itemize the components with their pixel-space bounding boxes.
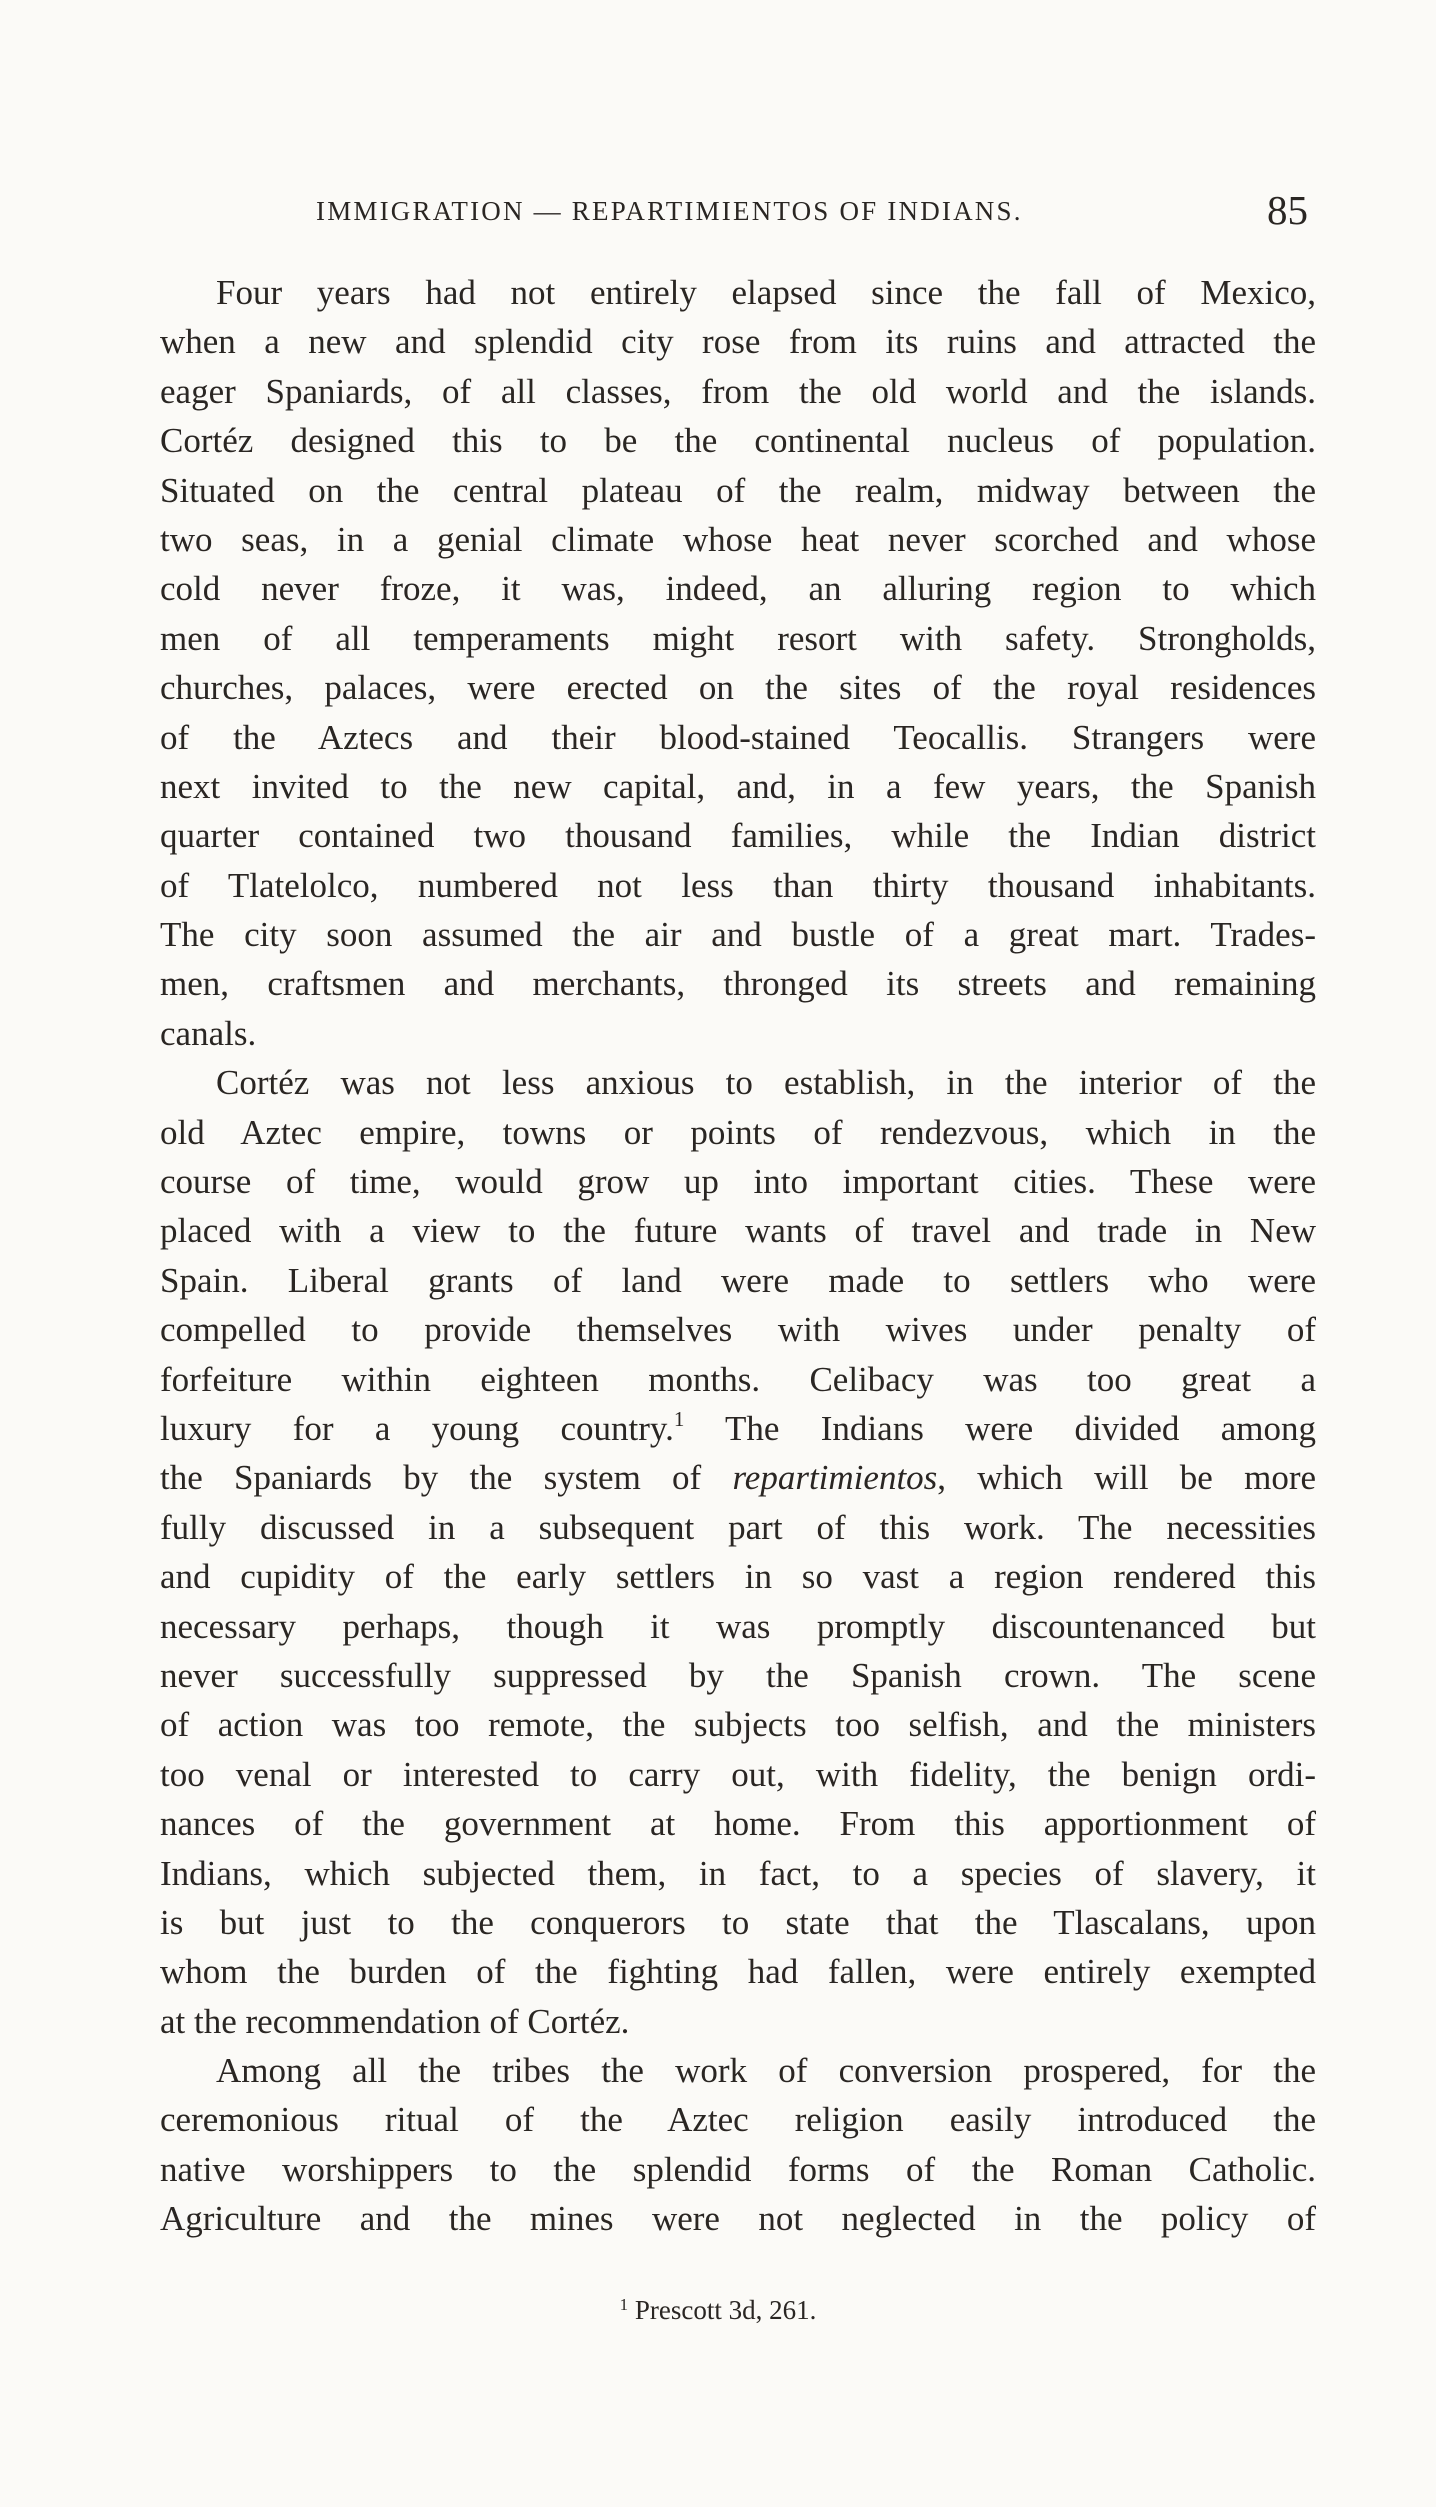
text-line: nances of the government at home. From this apportionment of: [160, 1804, 1316, 1844]
text-line: eager Spaniards, of all classes, from the old world and the islands.: [160, 371, 1316, 411]
text-line: men, craftsmen and merchants, thronged its streets and remaining: [160, 964, 1316, 1004]
text-line: of action was too remote, the subjects too selfish, and the ministers: [160, 1705, 1316, 1745]
text-line: ceremonious ritual of the Aztec religion easily introduced the: [160, 2100, 1316, 2140]
text-line: Cortéz was not less anxious to establish, in the interior of the: [216, 1063, 1316, 1103]
text-line: of the Aztecs and their blood-stained Teocallis. Strangers were: [160, 717, 1316, 757]
text-segment: the Spaniards by the system of: [160, 1458, 733, 1498]
text-line: canals.: [160, 1013, 257, 1053]
text-line: Four years had not entirely elapsed since the fall of Mexico,: [216, 273, 1316, 312]
text-line: cold never froze, it was, indeed, an alluring region to which: [160, 569, 1316, 609]
text-line: next invited to the new capital, and, in a few years, the Spanish: [160, 766, 1316, 806]
footnote-marker: 1: [673, 1406, 685, 1431]
text-line: Among all the tribes the work of conversion prospered, for the: [216, 2051, 1316, 2091]
text-line: when a new and splendid city rose from its ruins and attracted the: [160, 322, 1316, 362]
running-head: [316, 186, 1316, 246]
text-line: Situated on the central plateau of the realm, midway between the: [160, 470, 1316, 510]
text-segment: The Indians were divided among: [684, 1408, 1316, 1448]
text-segment: luxury for a young country.: [160, 1408, 674, 1448]
text-line: Indians, which subjected them, in fact, to a species of slavery, it: [160, 1853, 1316, 1893]
text-line: old Aztec empire, towns or points of rendezvous, which in the: [160, 1112, 1316, 1152]
text-line: Agriculture and the mines were not neglected in the policy of: [160, 2199, 1316, 2239]
body-text: [160, 268, 1316, 2244]
text-line: two seas, in a genial climate whose heat never scorched and whose: [160, 519, 1316, 559]
text-line-with-footnote: [160, 1404, 1316, 1453]
text-line: fully discussed in a subsequent part of this work. The necessities: [160, 1507, 1316, 1547]
text-line-with-italic: [160, 1453, 1316, 1502]
text-line: of Tlatelolco, numbered not less than thirty thousand inhabitants.: [160, 865, 1316, 905]
page-number: 85: [1267, 187, 1308, 233]
text-line: whom the burden of the fighting had fallen, were entirely exempted: [160, 1952, 1316, 1992]
text-line: is but just to the conquerors to state that the Tlascalans, upon: [160, 1902, 1316, 1942]
text-line: quarter contained two thousand families, while the Indian district: [160, 816, 1316, 856]
text-line: native worshippers to the splendid forms of the Roman Catholic.: [160, 2149, 1316, 2189]
text-line: at the recommendation of Cortéz.: [160, 2001, 630, 2041]
footnote-number: 1: [619, 2295, 629, 2314]
text-line: The city soon assumed the air and bustle of a great mart. Trades-: [160, 915, 1316, 955]
text-line: course of time, would grow up into important cities. These were: [160, 1162, 1316, 1202]
text-line: and cupidity of the early settlers in so vast a region rendered this: [160, 1557, 1316, 1597]
text-line: placed with a view to the future wants of travel and trade in New: [160, 1211, 1316, 1251]
text-line: never successfully suppressed by the Spanish crown. The scene: [160, 1655, 1316, 1695]
text-line: forfeiture within eighteen months. Celibacy was too great a: [160, 1359, 1316, 1399]
text-line: Spain. Liberal grants of land were made to settlers who were: [160, 1260, 1316, 1300]
text-segment: , which will be more: [937, 1458, 1316, 1498]
text-line: churches, palaces, were erected on the sites of the royal residences: [160, 668, 1316, 708]
text-line: too venal or interested to carry out, with fidelity, the benign ordi-: [160, 1754, 1316, 1794]
italic-term: repartimientos: [732, 1458, 938, 1498]
text-line: compelled to provide themselves with wives under penalty of: [160, 1310, 1316, 1350]
running-title: IMMIGRATION — REPARTIMIENTOS OF INDIANS.: [316, 196, 1023, 226]
text-line: necessary perhaps, though it was promptly discountenanced but: [160, 1606, 1316, 1646]
text-line: Cortéz designed this to be the continental nucleus of population.: [160, 421, 1316, 461]
footnote-text: Prescott 3d, 261.: [628, 2295, 817, 2325]
footnote: [0, 2295, 1436, 2326]
text-line: men of all temperaments might resort with safety. Strongholds,: [160, 618, 1316, 658]
